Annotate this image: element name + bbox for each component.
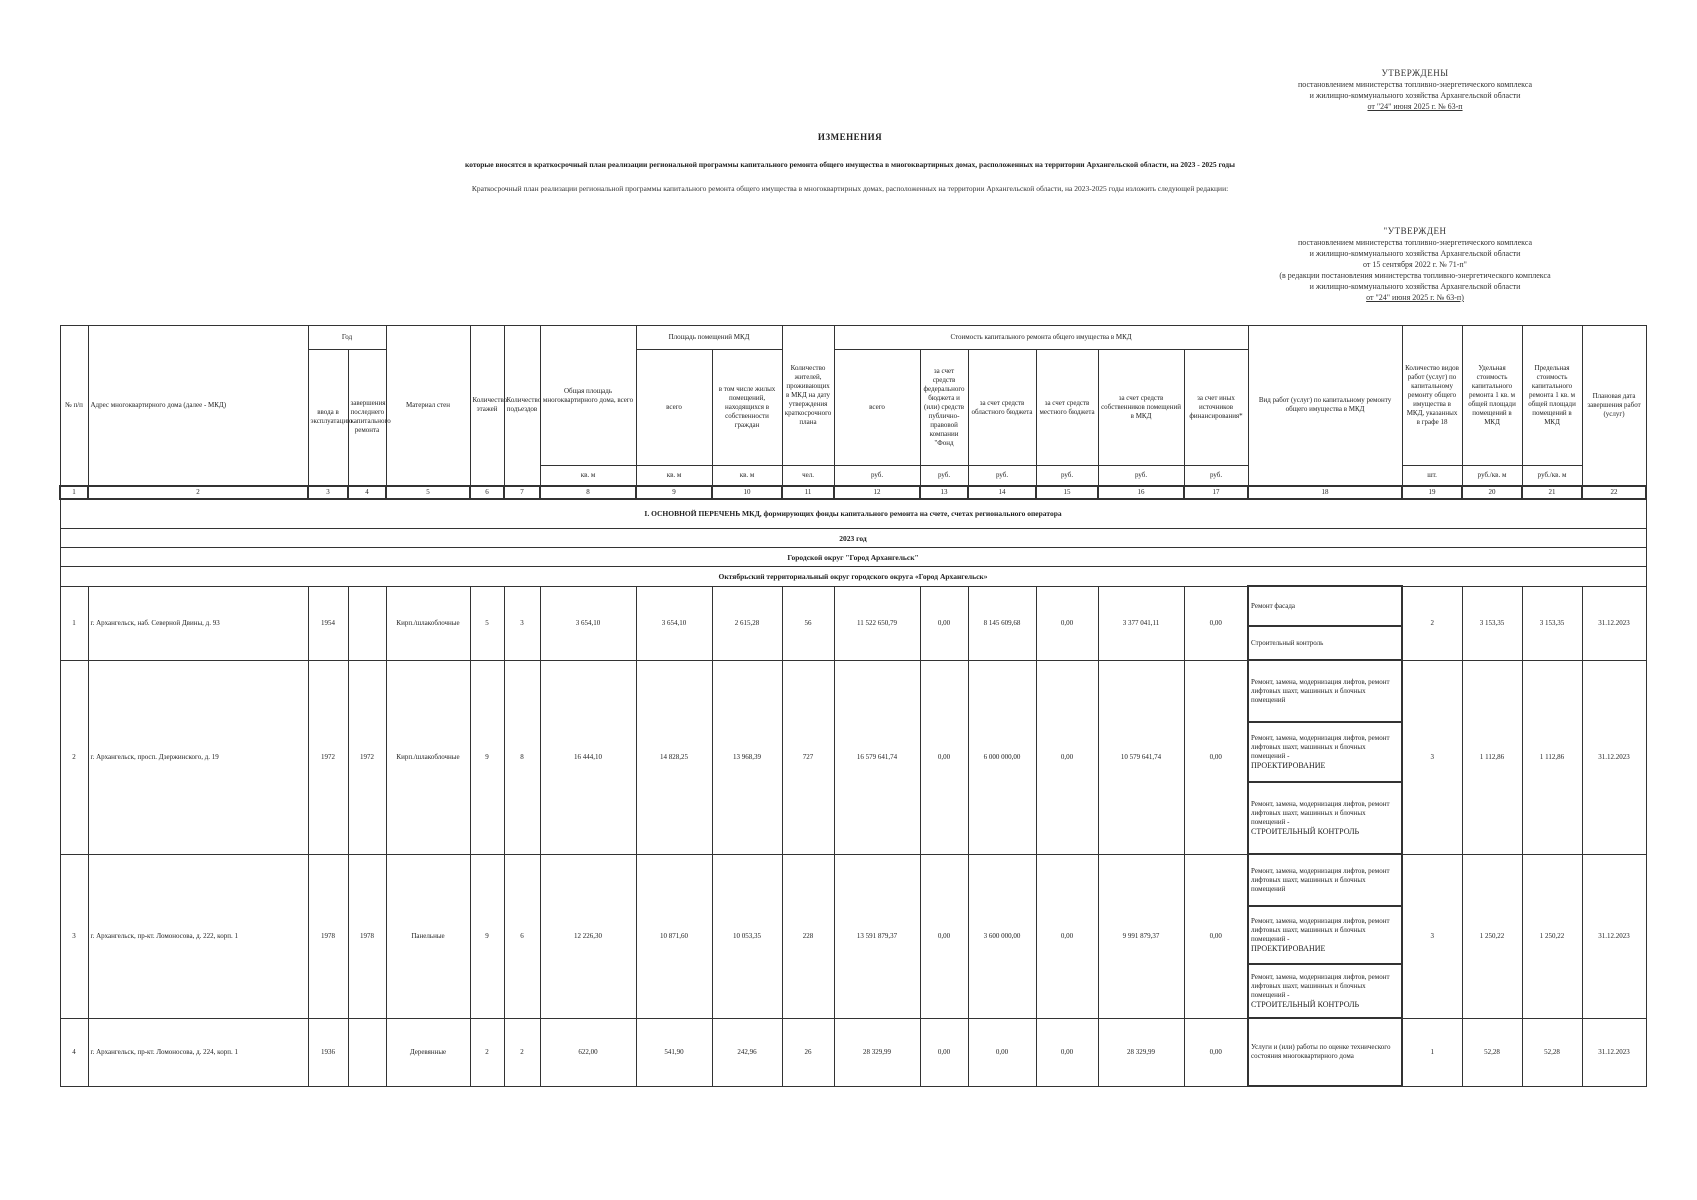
cell-entrances: 6 xyxy=(504,854,540,1018)
cell-work xyxy=(1248,660,1402,722)
cell-work xyxy=(1248,782,1402,854)
unit-cell: руб. xyxy=(1036,466,1098,486)
cell-cost-other: 0,00 xyxy=(1184,854,1248,1018)
cell-year-last xyxy=(348,1018,386,1086)
cell-walls: Деревянные xyxy=(386,1018,470,1086)
header-cost-owners: за счет средств собственников помещений в МКД xyxy=(1098,350,1184,466)
cell-year-last: 1978 xyxy=(348,854,386,1018)
work-caps: ПРОЕКТИРОВАНИЕ xyxy=(1251,760,1326,770)
approval-title: УТВЕРЖДЕНЫ xyxy=(1381,68,1449,78)
header-cost-fund: за счет средств федерального бюджета и (или) средств публично-правовой компании "Фонд xyxy=(920,350,968,466)
cell-num: 2 xyxy=(60,660,88,854)
cell-address: г. Архангельск, пр-кт. Ломоносова, д. 222, корп. 1 xyxy=(88,854,308,1018)
table-row xyxy=(60,586,1646,626)
unit-cell: руб./кв. м xyxy=(1462,466,1522,486)
cell-floors: 2 xyxy=(470,1018,504,1086)
cell-max-cost: 3 153,35 xyxy=(1522,586,1582,660)
cell-cost-region: 0,00 xyxy=(968,1018,1036,1086)
work-caps: СТРОИТЕЛЬНЫЙ КОНТРОЛЬ xyxy=(1251,826,1360,836)
header-residents: Количество жителей, проживающих в МКД на дату утверждения краткосрочного плана xyxy=(782,326,834,466)
approval-line: постановлением министерства топливно-энергетического комплекса xyxy=(1297,238,1533,247)
header-area-private: в том числе жилых помещений, находящихся в собственности граждан xyxy=(712,350,782,466)
cell-walls: Кирп./шлакоблочные xyxy=(386,586,470,660)
cell-cost-all: 13 591 879,37 xyxy=(834,854,920,1018)
cell-cost-fund: 0,00 xyxy=(920,586,968,660)
cell-num: 3 xyxy=(60,854,88,1018)
cell-walls: Кирп./шлакоблочные xyxy=(386,660,470,854)
cell-cost-region: 8 145 609,68 xyxy=(968,586,1036,660)
unit-cell: чел. xyxy=(782,466,834,486)
cell-year-entry: 1936 xyxy=(308,1018,348,1086)
col-number: 14 xyxy=(968,486,1036,499)
header-year-entry: ввода в эксплуатацию xyxy=(308,350,348,486)
header-area-all: всего xyxy=(636,350,712,466)
approval-stamp-top xyxy=(1250,68,1580,112)
unit-cell: руб. xyxy=(920,466,968,486)
cell-cost-local: 0,00 xyxy=(1036,586,1098,660)
header-floors: Количество этажей xyxy=(470,326,504,486)
col-number: 1 xyxy=(60,486,88,499)
cell-unit-cost: 1 250,22 xyxy=(1462,854,1522,1018)
document-subtitle: которые вносятся в краткосрочный план реализации региональной программы капитального ремонта общего имущества в многоквартирных домах, расположенных на территории Архангельской области, на 2023 - 2025 годы xyxy=(465,160,1235,169)
work-caps: СТРОИТЕЛЬНЫЙ КОНТРОЛЬ xyxy=(1251,999,1360,1009)
header-entrances: Количество подъездов xyxy=(504,326,540,486)
cell-year-entry: 1978 xyxy=(308,854,348,1018)
col-number: 13 xyxy=(920,486,968,499)
header-max-cost: Предельная стоимость капитального ремонта 1 кв. м общей площади помещений в МКД xyxy=(1522,326,1582,466)
cell-work-count: 1 xyxy=(1402,1018,1462,1086)
cell-work: Строительный контроль xyxy=(1248,626,1402,660)
col-number: 9 xyxy=(636,486,712,499)
unit-cell: руб./кв. м xyxy=(1522,466,1582,486)
col-number: 19 xyxy=(1402,486,1462,499)
cell-total-area: 16 444,10 xyxy=(540,660,636,854)
cell-area-private: 13 968,39 xyxy=(712,660,782,854)
unit-cell: руб. xyxy=(1098,466,1184,486)
col-number: 21 xyxy=(1522,486,1582,499)
cell-work: Ремонт фасада xyxy=(1248,586,1402,626)
cell-max-cost: 1 250,22 xyxy=(1522,854,1582,1018)
cell-year-last xyxy=(348,586,386,660)
cell-cost-owners: 3 377 041,11 xyxy=(1098,586,1184,660)
col-number: 4 xyxy=(348,486,386,499)
work-text: Ремонт, замена, модернизация лифтов, ремонт лифтовых шахт, машинных и блочных помещений xyxy=(1251,866,1390,893)
cell-floors: 5 xyxy=(470,586,504,660)
cell-entrances: 2 xyxy=(504,1018,540,1086)
cell-cost-region: 3 600 000,00 xyxy=(968,854,1036,1018)
col-number: 22 xyxy=(1582,486,1646,499)
unit-cell: кв. м xyxy=(636,466,712,486)
work-text: Ремонт, замена, модернизация лифтов, ремонт лифтовых шахт, машинных и блочных помещений xyxy=(1251,677,1390,704)
document-title: ИЗМЕНЕНИЯ xyxy=(817,132,883,142)
approval-line: от 15 сентября 2022 г. № 71-п" xyxy=(1363,260,1467,269)
header-year-last: завершения последнего капитального ремонта xyxy=(348,350,386,486)
col-number: 18 xyxy=(1248,486,1402,499)
cell-planned-date: 31.12.2023 xyxy=(1582,586,1646,660)
approval-line: постановлением министерства топливно-энергетического комплекса xyxy=(1297,80,1533,89)
cell-cost-fund: 0,00 xyxy=(920,660,968,854)
table-row xyxy=(60,854,1646,906)
approval-line: (в редакции постановления министерства топливно-энергетического комплекса xyxy=(1279,271,1551,280)
cell-total-area: 622,00 xyxy=(540,1018,636,1086)
document-note: Краткосрочный план реализации региональной программы капитального ремонта общего имущества в многоквартирных домах, расположенных на территории Архангельской области, на 2023-2025 годы изложить следующей редакции: xyxy=(471,184,1229,193)
cell-max-cost: 1 112,86 xyxy=(1522,660,1582,854)
cell-year-last: 1972 xyxy=(348,660,386,854)
unit-cell: руб. xyxy=(834,466,920,486)
cell-cost-owners: 28 329,99 xyxy=(1098,1018,1184,1086)
cell-cost-other: 0,00 xyxy=(1184,660,1248,854)
cell-area-private: 2 615,28 xyxy=(712,586,782,660)
cell-cost-region: 6 000 000,00 xyxy=(968,660,1036,854)
cell-year-entry: 1954 xyxy=(308,586,348,660)
cell-cost-other: 0,00 xyxy=(1184,1018,1248,1086)
header-area-group: Площадь помещений МКД xyxy=(636,326,782,350)
subdistrict-row: Октябрьский территориальный округ городского округа «Город Архангельск» xyxy=(60,567,1646,587)
cell-cost-local: 0,00 xyxy=(1036,854,1098,1018)
work-text: Ремонт, замена, модернизация лифтов, ремонт лифтовых шахт, машинных и блочных помещений - xyxy=(1251,972,1390,999)
cell-unit-cost: 52,28 xyxy=(1462,1018,1522,1086)
header-work-type: Вид работ (услуг) по капитальному ремонту общего имущества в МКД xyxy=(1248,326,1402,486)
header-cost-all: всего xyxy=(834,350,920,466)
cell-total-area: 12 226,30 xyxy=(540,854,636,1018)
cell-residents: 56 xyxy=(782,586,834,660)
cell-work: Услуги и (или) работы по оценке технического состояния многоквартирного дома xyxy=(1248,1018,1402,1086)
header-walls: Материал стен xyxy=(386,326,470,486)
cell-address: г. Архангельск, пр-кт. Ломоносова, д. 224, корп. 1 xyxy=(88,1018,308,1086)
cell-area-private: 242,96 xyxy=(712,1018,782,1086)
approval-line: и жилищно-коммунального хозяйства Архангельской области xyxy=(1309,282,1521,291)
table-row xyxy=(60,660,1646,722)
header-cost-region: за счет средств областного бюджета xyxy=(968,350,1036,466)
header-year: Год xyxy=(308,326,386,350)
header-cost-other: за счет иных источников финансирования* xyxy=(1184,350,1248,466)
cell-entrances: 3 xyxy=(504,586,540,660)
work-text: Ремонт, замена, модернизация лифтов, ремонт лифтовых шахт, машинных и блочных помещений - xyxy=(1251,733,1390,760)
header-address: Адрес многоквартирного дома (далее - МКД) xyxy=(88,326,308,486)
cell-num: 4 xyxy=(60,1018,88,1086)
col-number: 16 xyxy=(1098,486,1184,499)
unit-cell: кв. м xyxy=(540,466,636,486)
cell-num: 1 xyxy=(60,586,88,660)
cell-unit-cost: 1 112,86 xyxy=(1462,660,1522,854)
cell-planned-date: 31.12.2023 xyxy=(1582,1018,1646,1086)
cell-entrances: 8 xyxy=(504,660,540,854)
cell-cost-local: 0,00 xyxy=(1036,1018,1098,1086)
cell-address: г. Архангельск, просп. Дзержинского, д. 19 xyxy=(88,660,308,854)
approval-stamp-second xyxy=(1250,226,1580,303)
header-total-area: Общая площадь многоквартирного дома, всего xyxy=(540,326,636,466)
cell-cost-all: 11 522 650,79 xyxy=(834,586,920,660)
col-number: 17 xyxy=(1184,486,1248,499)
unit-cell: шт. xyxy=(1402,466,1462,486)
cell-area-all: 541,90 xyxy=(636,1018,712,1086)
section-title: I. ОСНОВНОЙ ПЕРЕЧЕНЬ МКД, формирующих фонды капитального ремонта на счете, счетах регионального оператора xyxy=(60,499,1646,529)
work-text: Ремонт, замена, модернизация лифтов, ремонт лифтовых шахт, машинных и блочных помещений - xyxy=(1251,916,1390,943)
cell-work-count: 3 xyxy=(1402,660,1462,854)
cell-address: г. Архангельск, наб. Северной Двины, д. 93 xyxy=(88,586,308,660)
cell-area-all: 3 654,10 xyxy=(636,586,712,660)
table-row xyxy=(60,1018,1646,1086)
cell-work xyxy=(1248,722,1402,782)
year-row: 2023 год xyxy=(60,529,1646,548)
cell-unit-cost: 3 153,35 xyxy=(1462,586,1522,660)
cell-residents: 228 xyxy=(782,854,834,1018)
col-number: 6 xyxy=(470,486,504,499)
header-unit-cost: Удельная стоимость капитального ремонта 1 кв. м общей площади помещений в МКД xyxy=(1462,326,1522,466)
cell-cost-owners: 9 991 879,37 xyxy=(1098,854,1184,1018)
col-number: 3 xyxy=(308,486,348,499)
col-number: 2 xyxy=(88,486,308,499)
cell-cost-other: 0,00 xyxy=(1184,586,1248,660)
cell-floors: 9 xyxy=(470,660,504,854)
col-number: 5 xyxy=(386,486,470,499)
cell-work-count: 2 xyxy=(1402,586,1462,660)
cell-area-all: 10 871,60 xyxy=(636,854,712,1018)
cell-cost-owners: 10 579 641,74 xyxy=(1098,660,1184,854)
approval-line: и жилищно-коммунального хозяйства Архангельской области xyxy=(1309,249,1521,258)
approval-date: от "24" июня 2025 г. № 63-п) xyxy=(1366,293,1464,302)
unit-cell: руб. xyxy=(1184,466,1248,486)
col-number: 7 xyxy=(504,486,540,499)
cell-area-all: 14 828,25 xyxy=(636,660,712,854)
col-number: 10 xyxy=(712,486,782,499)
column-number-row xyxy=(60,486,1646,499)
cell-floors: 9 xyxy=(470,854,504,1018)
cell-cost-local: 0,00 xyxy=(1036,660,1098,854)
col-number: 11 xyxy=(782,486,834,499)
col-number: 12 xyxy=(834,486,920,499)
work-text: Ремонт, замена, модернизация лифтов, ремонт лифтовых шахт, машинных и блочных помещений - xyxy=(1251,799,1390,826)
cell-year-entry: 1972 xyxy=(308,660,348,854)
cell-residents: 26 xyxy=(782,1018,834,1086)
col-number: 8 xyxy=(540,486,636,499)
approval-title: "УТВЕРЖДЕН xyxy=(1383,226,1447,236)
district-row: Городской округ "Город Архангельск" xyxy=(60,548,1646,567)
cell-area-private: 10 053,35 xyxy=(712,854,782,1018)
cell-total-area: 3 654,10 xyxy=(540,586,636,660)
header-num: № п/п xyxy=(60,326,88,486)
work-caps: ПРОЕКТИРОВАНИЕ xyxy=(1251,943,1326,953)
approval-date: от "24" июня 2025 г. № 63-п xyxy=(1367,102,1463,111)
cell-cost-fund: 0,00 xyxy=(920,1018,968,1086)
cell-cost-fund: 0,00 xyxy=(920,854,968,1018)
col-number: 15 xyxy=(1036,486,1098,499)
cell-residents: 727 xyxy=(782,660,834,854)
cell-planned-date: 31.12.2023 xyxy=(1582,854,1646,1018)
cell-work-count: 3 xyxy=(1402,854,1462,1018)
approval-line: и жилищно-коммунального хозяйства Архангельской области xyxy=(1309,91,1521,100)
header-cost-group: Стоимость капитального ремонта общего имущества в МКД xyxy=(834,326,1248,350)
cell-work xyxy=(1248,854,1402,906)
cell-walls: Панельные xyxy=(386,854,470,1018)
header-work-count: Количество видов работ (услуг) по капитальному ремонту общего имущества в МКД, указанных в графе 18 xyxy=(1402,326,1462,466)
unit-cell: кв. м xyxy=(712,466,782,486)
header-cost-local: за счет средств местного бюджета xyxy=(1036,350,1098,466)
capital-repair-table xyxy=(59,325,1647,1087)
cell-cost-all: 16 579 641,74 xyxy=(834,660,920,854)
unit-cell: руб. xyxy=(968,466,1036,486)
cell-work xyxy=(1248,964,1402,1018)
cell-work xyxy=(1248,906,1402,964)
cell-planned-date: 31.12.2023 xyxy=(1582,660,1646,854)
cell-cost-all: 28 329,99 xyxy=(834,1018,920,1086)
col-number: 20 xyxy=(1462,486,1522,499)
header-planned-date: Плановая дата завершения работ (услуг) xyxy=(1582,326,1646,486)
cell-max-cost: 52,28 xyxy=(1522,1018,1582,1086)
